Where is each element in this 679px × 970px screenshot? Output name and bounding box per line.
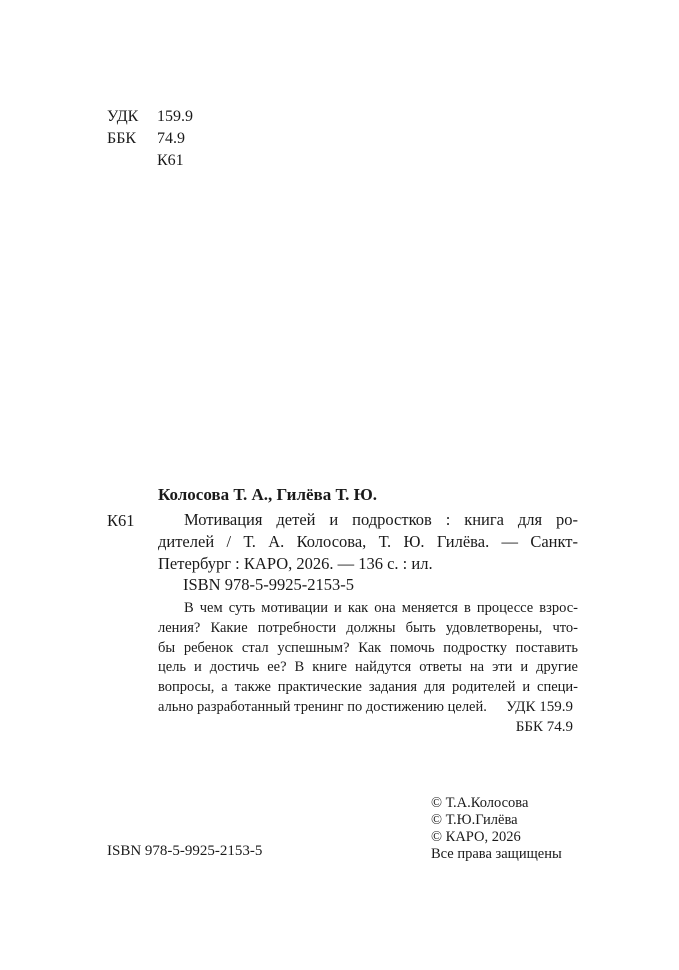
footer-isbn: ISBN 978-5-9925-2153-5: [107, 843, 263, 859]
record-author-mark: К61: [107, 511, 135, 530]
rights-reserved: Все права защищены: [431, 846, 562, 862]
abstract-line: бы ребенок стал успешным? Как помочь подростку поставить: [158, 639, 578, 656]
author-mark-top: К61: [157, 152, 184, 169]
record-isbn: ISBN 978-5-9925-2153-5: [183, 575, 354, 594]
record-udk: УДК 159.9: [506, 699, 573, 715]
abstract-line: ления? Какие потребности должны быть удовлетворены, что-: [158, 619, 578, 636]
abstract-line: цель и достичь ее? В книге найдутся ответы на эти и другие: [158, 659, 578, 676]
record-authors: Колосова Т. А., Гилёва Т. Ю.: [158, 485, 378, 504]
author-mark-row: [107, 151, 184, 171]
bbk-row: [107, 129, 185, 149]
bbk-label: ББК: [107, 130, 137, 147]
udk-label: УДК: [107, 108, 139, 125]
udk-value: 159.9: [157, 108, 193, 125]
record-description: [158, 509, 578, 575]
bbk-value: 74.9: [157, 130, 185, 147]
description-line: дителей / Т. А. Колосова, Т. Ю. Гилёва. — Санкт-: [158, 532, 578, 551]
udk-row: [107, 107, 193, 127]
abstract-line: ально разработанный тренинг по достижению целей.: [158, 698, 487, 715]
copyright-line: © Т.А.Колосова: [431, 795, 529, 811]
description-line: Мотивация детей и подростков : книга для ро-: [184, 510, 578, 529]
copyright-line: © Т.Ю.Гилёва: [431, 812, 518, 828]
description-line: Петербург : КАРО, 2026. — 136 с. : ил.: [158, 554, 433, 573]
copyright-line: © КАРО, 2026: [431, 829, 521, 845]
record-bbk: ББК 74.9: [515, 719, 573, 735]
abstract-line: В чем суть мотивации и как она меняется в процессе взрос-: [184, 600, 578, 616]
abstract-line: вопросы, а также практические задания для родителей и специ-: [158, 679, 578, 696]
